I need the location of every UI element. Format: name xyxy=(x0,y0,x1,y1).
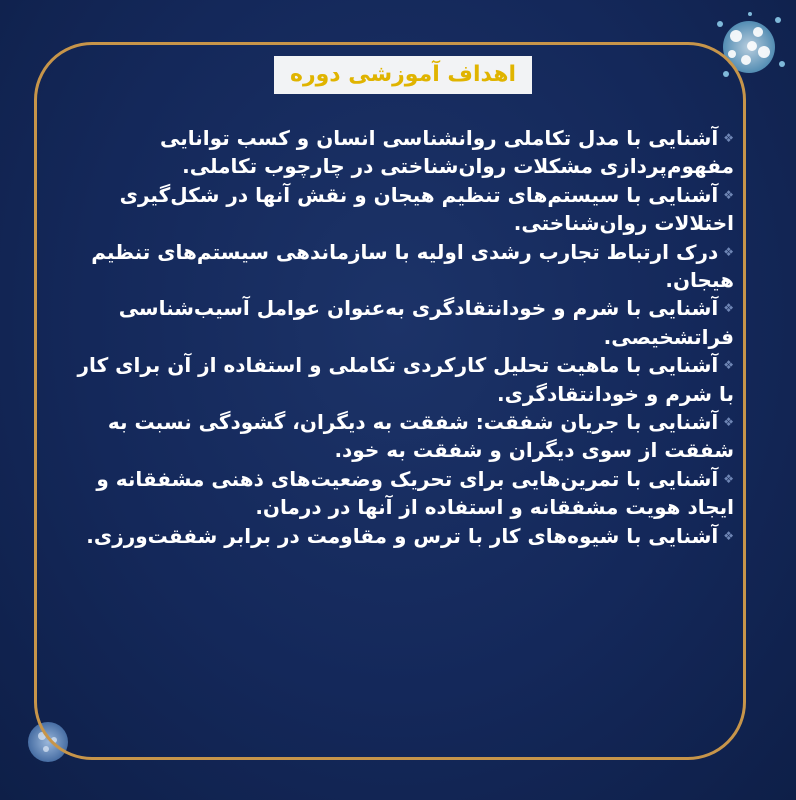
diamond-dots-icon: ❖ xyxy=(723,131,734,145)
list-item xyxy=(62,465,734,522)
list-item xyxy=(62,238,734,295)
list-item xyxy=(62,408,734,465)
diamond-dots-icon: ❖ xyxy=(723,244,734,259)
list-item-text: آشنایی با جریان شفقت: شفقت به دیگران، گشودگی نسبت به شفقت از سوی دیگران و شفقت به خود. xyxy=(107,410,734,463)
diamond-dots-icon: ❖ xyxy=(723,358,734,373)
goals-list xyxy=(62,124,734,550)
diamond-dots-icon: ❖ xyxy=(723,301,734,316)
diamond-dots-icon: ❖ xyxy=(723,471,734,486)
list-item xyxy=(62,294,734,351)
diamond-dots-icon: ❖ xyxy=(723,415,734,430)
list-item-text: آشنایی با شیوه‌های کار با ترس و مقاومت در برابر شفقت‌ورزی. xyxy=(86,523,719,548)
list-item-text: درک ارتباط تجارب رشدی اولیه با سازماندهی سیستم‌های تنظیم هیجان. xyxy=(91,239,734,293)
list-item-text: آشنایی با ماهیت تحلیل کارکردی تکاملی و استفاده از آن برای کار با شرم و خودانتقادگری. xyxy=(77,353,734,406)
list-item-text: آشنایی با مدل تکاملی روانشناسی انسان و کسب توانایی مفهوم‌پردازی مشکلات روان‌شناختی در چارچوب تکاملی. xyxy=(160,126,734,179)
list-item-text: آشنایی با تمرین‌هایی برای تحریک وضعیت‌های ذهنی مشفقانه و ایجاد هویت مشفقانه و استفاده از آنها در درمان. xyxy=(96,466,734,520)
list-item xyxy=(62,351,734,408)
diamond-dots-icon: ❖ xyxy=(723,187,734,202)
list-item xyxy=(62,522,734,550)
diamond-dots-icon: ❖ xyxy=(723,528,734,543)
list-item xyxy=(62,181,734,238)
list-item xyxy=(62,124,734,181)
page-title: اهداف آموزشی دوره xyxy=(274,56,532,94)
list-item-text: آشنایی با شرم و خودانتقادگری به‌عنوان عوامل آسیب‌شناسی فراتشخیصی. xyxy=(118,296,734,349)
list-item-text: آشنایی با سیستم‌های تنظیم هیجان و نقش آنها در شکل‌گیری اختلالات روان‌شناختی. xyxy=(119,182,734,236)
